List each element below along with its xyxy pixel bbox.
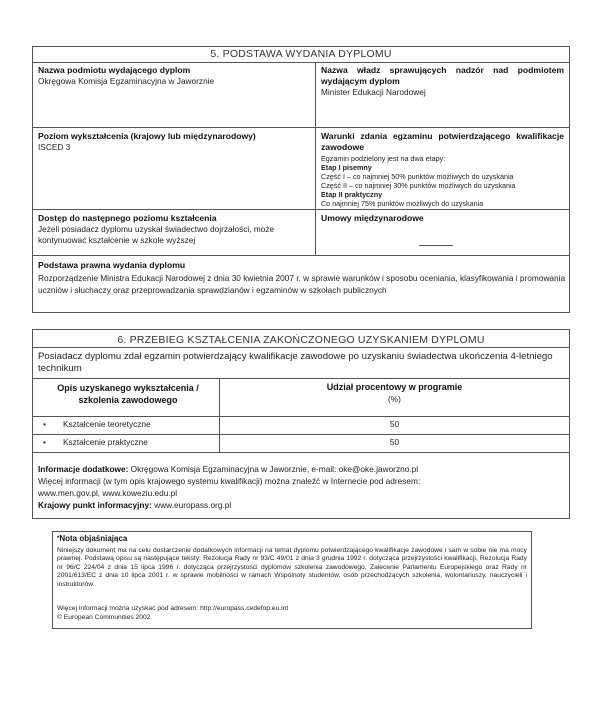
note-body: Niniejszy dokument ma na celu dostarczenie dodatkowych informacji na temat dyplomu potwierdzającego kwalifikacje zawodowe i sam w sobie nie ma mocy prawnej. Podstawą opisu są następujące teksty: Rezolucja Rady nr 93/C 49/01 z dnia 3 grudnia 1992 r. dotycząca przejrzystości kwalifikacji, Rezolucja Rady nr 96/C 224/04 z dnia 15 lipca 1996 r. dotycząca przejrzystości dyplomów szkolenia zawodowego, Zalecenie Parlamentu Europejskiego oraz Rady nr 2001/613/EC z dnia 10 lipca 2001 r. w sprawie mobilności w ramach Wspólnoty studentów, osób przechodzących szkolenia, wolontariuszy, nauczycieli i instruktorów. (57, 547, 527, 588)
table-row-value: 50 (389, 419, 400, 429)
more-info-urls[interactable]: www.men.gov.pl, www.koweziu.edu.pl (38, 488, 178, 498)
level-label: Poziom wykształcenia (krajowy lub międzynarodowy) (38, 131, 256, 141)
intl-agreements-blank (419, 245, 453, 246)
issuer-value: Okręgowa Komisja Egzaminacyjna w Jaworznie (38, 76, 215, 86)
note-copyright: © European Communities 2002 (57, 614, 151, 621)
section-5-title: 5. PODSTAWA WYDANIA DYPLOMU (210, 48, 392, 60)
table-row-bullet: • (43, 419, 46, 429)
note-asterisk: * (57, 536, 60, 542)
note-title (57, 534, 127, 544)
more-info: Więcej informacji (w tym opis krajowego systemu kwalifikacji) można znaleźć w Internecie pod adresem: (38, 476, 421, 486)
intl-agreements-label: Umowy międzynarodowe (321, 213, 424, 223)
access-label: Dostęp do następnego poziomu kształcenia (38, 213, 217, 223)
conditions-intro: Egzamin podzielony jest na dwa etapy: (321, 154, 446, 163)
additional-info (38, 464, 566, 475)
stage1-line2: Część II – co najmniej 30% punktów możliwych do uzyskania (321, 181, 516, 190)
authority-value: Minister Edukacji Narodowej (321, 87, 426, 97)
legal-basis-label: Podstawa prawna wydania dyplomu (38, 260, 186, 270)
stage2-label: Etap II praktyczny (321, 190, 383, 199)
note-more-info: Więcej informacji można uzyskać pod adresem: http://europass.cedefop.eu.int (57, 605, 289, 612)
section-6-intro: Posiadacz dyplomu zdał egzamin potwierdzający kwalifikacje zawodowe po uzyskaniu świadectwa ukończenia 4-letniego technikum (38, 351, 553, 374)
level-value: ISCED 3 (38, 142, 71, 152)
table-header-description: Opis uzyskanego wykształcenia / szkolenia zawodowego (57, 383, 199, 405)
section-6 (32, 329, 570, 519)
stage1-line1: Część I – co najmniej 50% punktów możliwych do uzyskania (321, 172, 514, 181)
table-header-percentage: Udział procentowy w programie (326, 382, 463, 392)
access-value: Jeżeli posiadacz dyplomu uzyskał świadectwo dojrzałości, może kontynuować kształcenie w szkole wyższej (38, 224, 275, 245)
table-row-label: Kształcenie teoretyczne (63, 419, 151, 429)
contact-point (38, 500, 566, 511)
section-5 (32, 46, 570, 313)
table-row-label: Kształcenie praktyczne (63, 437, 148, 447)
contact-point-url[interactable]: www.europass.org.pl (154, 500, 232, 510)
authority-label: Nazwa władz sprawujących nadzór nad podmiotem wydającym dyplom (321, 65, 564, 86)
additional-info-value: Okręgowa Komisja Egzaminacyjna w Jaworznie, e-mail: oke@oke.jaworzno.pl (130, 464, 419, 474)
table-row-bullet: • (43, 437, 46, 447)
section-6-title: 6. PRZEBIEG KSZTAŁCENIA ZAKOŃCZONEGO UZYSKANIEM DYPLOMU (117, 334, 485, 346)
table-row-value: 50 (389, 437, 400, 447)
issuer-label: Nazwa podmiotu wydającego dyplom (38, 65, 191, 75)
stage2-line: Co najmniej 75% punktów możliwych do uzyskania (321, 199, 484, 208)
contact-point-label: Krajowy punkt informacyjny: (38, 500, 152, 510)
explanatory-note (52, 531, 532, 629)
conditions-label: Warunki zdania egzaminu potwierdzającego kwalifikacje zawodowe (321, 131, 564, 152)
stage1-label: Etap I pisemny (321, 163, 372, 172)
table-header-unit: (%) (388, 394, 401, 404)
note-title-text: Nota objaśniająca (59, 534, 128, 543)
additional-info-label: Informacje dodatkowe: (38, 464, 129, 474)
legal-basis-value: Rozporządzenie Ministra Edukacji Narodowej z dnia 30 kwietnia 2007 r. w sprawie warunków i sposobu oceniania, klasyfikowania i promowania uczniów i słuchaczy oraz przeprowadzania sprawdzianów i egzaminów w szkołach publicznych (38, 273, 566, 295)
